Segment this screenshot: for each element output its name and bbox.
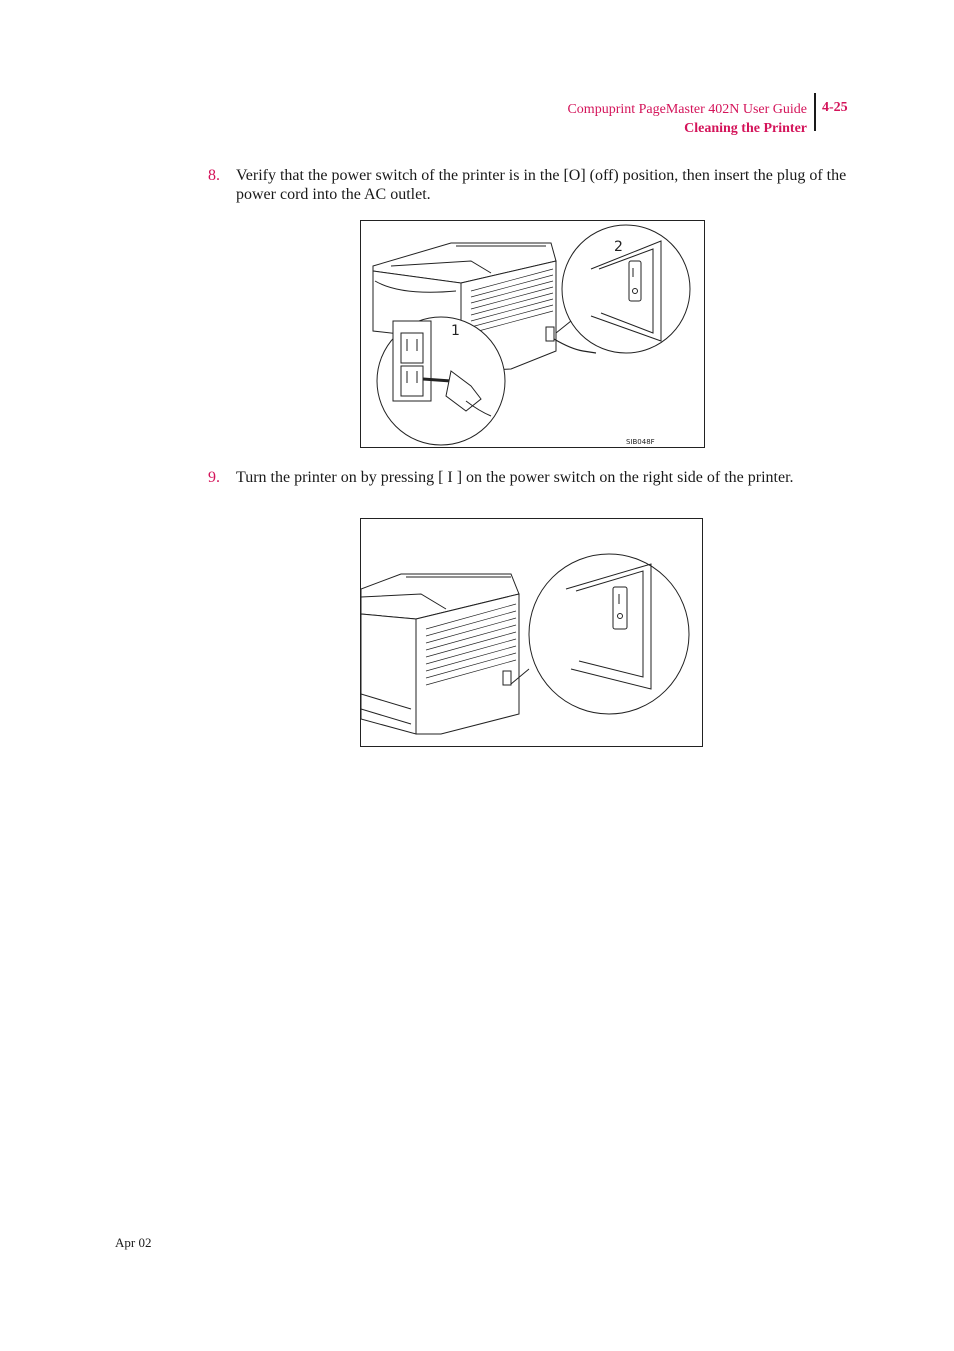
step-number: 9. [208, 469, 220, 486]
printer-illustration [361, 519, 702, 746]
running-header [567, 100, 807, 138]
step-8 [208, 166, 868, 204]
switch-detail [556, 225, 690, 353]
step-9 [208, 468, 868, 487]
step-number: 8. [208, 167, 220, 184]
figure-plug-in-power-cord [360, 220, 705, 448]
step-text: Verify that the power switch of the printer is in the [O] (off) position, then insert the plug of the power cord into the AC outlet. [236, 167, 847, 203]
section-title: Cleaning the Printer [684, 121, 807, 136]
step-text: Turn the printer on by pressing [ I ] on the power switch on the right side of the printer. [236, 469, 794, 486]
outlet-detail [377, 317, 505, 445]
figure-power-on-switch [360, 518, 703, 747]
printer-body [361, 574, 519, 734]
printer-illustration [361, 221, 704, 447]
switch-detail [511, 554, 689, 714]
header-divider [814, 93, 816, 131]
document-title: Compuprint PageMaster 402N User Guide [567, 102, 807, 117]
footer-date: Apr 02 [115, 1235, 152, 1250]
callout-1: 1 [451, 323, 460, 339]
callout-2: 2 [614, 239, 623, 255]
figure-code: SIB048F [626, 438, 655, 446]
page-number: 4-25 [822, 100, 848, 115]
